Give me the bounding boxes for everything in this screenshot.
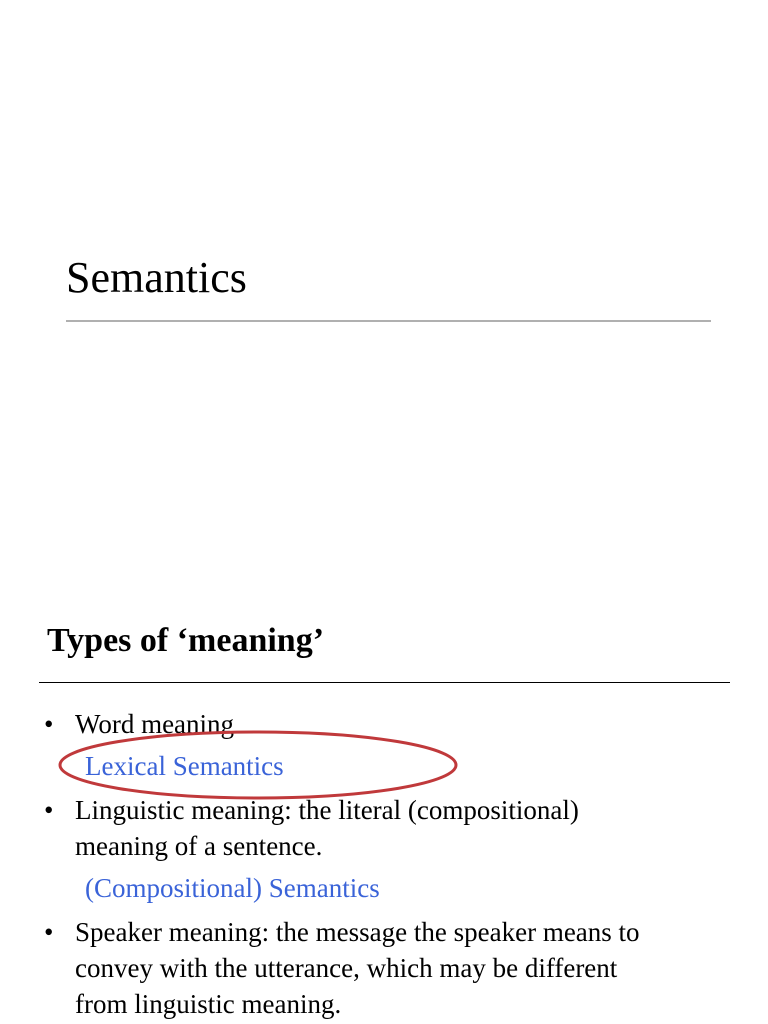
sub-compositional-semantics: (Compositional) Semantics xyxy=(85,873,380,903)
bullet-glyph: • xyxy=(44,917,54,947)
bullet-word-meaning: Word meaning xyxy=(75,709,235,739)
bullet-speaker-meaning-line2: convey with the utterance, which may be different xyxy=(75,953,618,983)
slide-heading: Types of ‘meaning’ xyxy=(47,622,325,659)
sub-lexical-semantics: Lexical Semantics xyxy=(85,751,284,781)
bullet-glyph: • xyxy=(44,709,54,739)
slide-title: Semantics xyxy=(66,253,247,302)
heading-divider xyxy=(39,682,730,683)
bullet-linguistic-meaning-line2: meaning of a sentence. xyxy=(75,831,323,861)
bullet-speaker-meaning-line1: Speaker meaning: the message the speaker means to xyxy=(75,917,640,947)
bullet-speaker-meaning-line3: from linguistic meaning. xyxy=(75,989,342,1019)
bullet-linguistic-meaning-line1: Linguistic meaning: the literal (compositional) xyxy=(75,795,579,825)
bullet-glyph: • xyxy=(44,795,54,825)
title-divider xyxy=(66,320,711,322)
